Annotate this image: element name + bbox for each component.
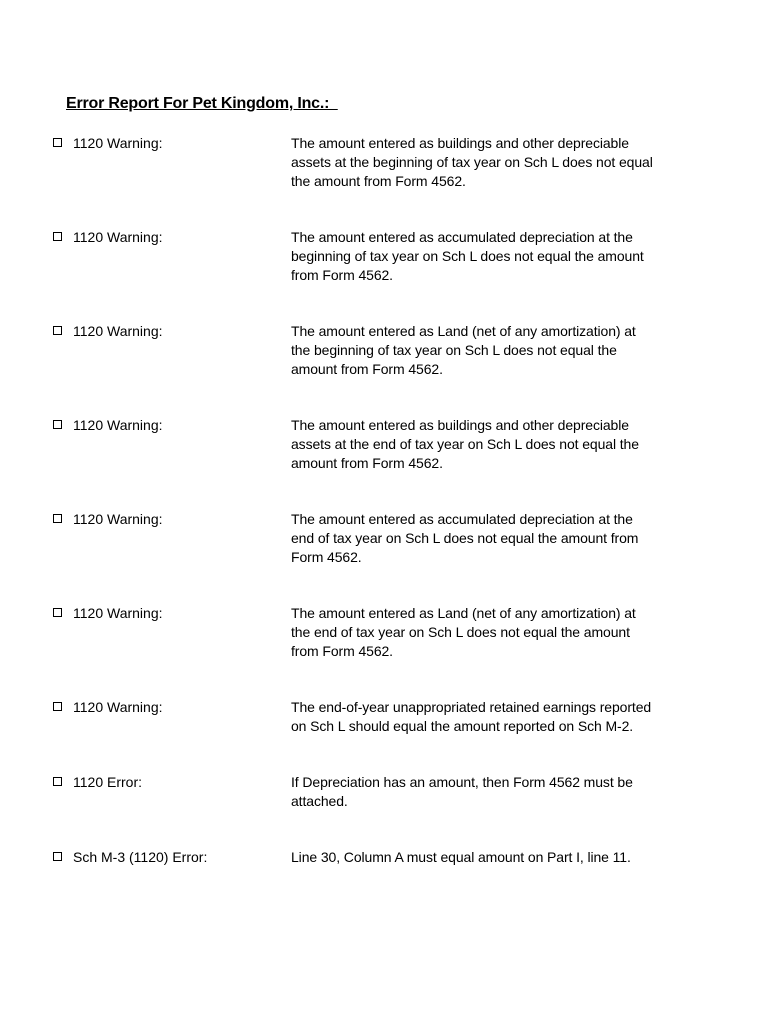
message-line: The amount entered as Land (net of any amortization) at (291, 323, 636, 339)
entry-message (291, 416, 696, 473)
checkbox-icon[interactable] (53, 702, 62, 711)
entry-label: Sch M-3 (1120) Error: (73, 849, 208, 865)
report-title: Error Report For Pet Kingdom, Inc.: (66, 95, 338, 112)
checkbox-icon[interactable] (53, 326, 62, 335)
entry-message (291, 698, 696, 736)
message-line: The amount entered as Land (net of any amortization) at (291, 605, 636, 621)
checkbox-icon[interactable] (53, 232, 62, 241)
entry-message (291, 604, 696, 661)
message-line: Form 4562. (291, 549, 362, 565)
checkbox-icon[interactable] (53, 514, 62, 523)
checkbox-icon[interactable] (53, 777, 62, 786)
entry-label: 1120 Error: (73, 774, 142, 790)
entry-label: 1120 Warning: (73, 511, 163, 527)
entry-label: 1120 Warning: (73, 417, 163, 433)
message-line: from Form 4562. (291, 267, 393, 283)
entry-label: 1120 Warning: (73, 135, 163, 151)
checkbox-icon[interactable] (53, 138, 62, 147)
message-line: the amount from Form 4562. (291, 173, 466, 189)
entry-message (291, 322, 696, 379)
message-line: end of tax year on Sch L does not equal the amount from (291, 530, 639, 546)
message-line: The end-of-year unappropriated retained earnings reported (291, 699, 652, 715)
entry-message (291, 848, 696, 867)
entry-label: 1120 Warning: (73, 229, 163, 245)
entry-message (291, 228, 696, 285)
checkbox-icon[interactable] (53, 852, 62, 861)
message-line: amount from Form 4562. (291, 455, 443, 471)
entry-label: 1120 Warning: (73, 323, 163, 339)
entry-label: 1120 Warning: (73, 699, 163, 715)
message-line: assets at the end of tax year on Sch L does not equal the (291, 436, 639, 452)
entry-message (291, 773, 696, 811)
message-line: assets at the beginning of tax year on Sch L does not equal (291, 154, 653, 170)
message-line: the beginning of tax year on Sch L does not equal the (291, 342, 617, 358)
message-line: The amount entered as accumulated depreciation at the (291, 229, 633, 245)
message-line: The amount entered as accumulated depreciation at the (291, 511, 633, 527)
message-line: The amount entered as buildings and other depreciable (291, 135, 629, 151)
message-line: amount from Form 4562. (291, 361, 443, 377)
message-line: The amount entered as buildings and other depreciable (291, 417, 629, 433)
message-line: If Depreciation has an amount, then Form 4562 must be (291, 774, 633, 790)
entry-message (291, 510, 696, 567)
entry-message (291, 134, 696, 191)
checkbox-icon[interactable] (53, 608, 62, 617)
message-line: from Form 4562. (291, 643, 393, 659)
entry-label: 1120 Warning: (73, 605, 163, 621)
message-line: on Sch L should equal the amount reported on Sch M-2. (291, 718, 634, 734)
message-line: Line 30, Column A must equal amount on Part I, line 11. (291, 849, 631, 865)
checkbox-icon[interactable] (53, 420, 62, 429)
message-line: beginning of tax year on Sch L does not equal the amount (291, 248, 644, 264)
message-line: attached. (291, 793, 348, 809)
message-line: the end of tax year on Sch L does not equal the amount (291, 624, 630, 640)
